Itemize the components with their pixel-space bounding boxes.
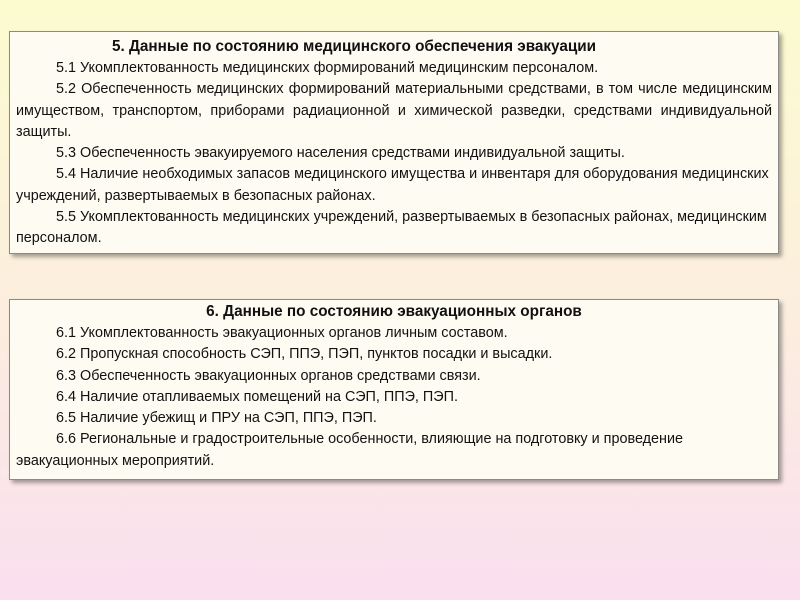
section-6-box (9, 299, 779, 480)
section-5-item-4: 5.4 Наличие необходимых запасов медицинского имущества и инвентаря для оборудования медицинских учреждений, развертываемых в безопасных районах. (16, 166, 769, 204)
section-6-title: 6. Данные по состоянию эвакуационных органов (206, 303, 582, 320)
section-6-item-1: 6.1 Укомплектованность эвакуационных органов личным составом. (56, 325, 508, 341)
section-5-item-3: 5.3 Обеспеченность эвакуируемого населения средствами индивидуальной защиты. (56, 145, 625, 162)
section-6-item-3: 6.3 Обеспеченность эвакуационных органов средствами связи. (56, 367, 481, 384)
section-6-item-2: 6.2 Пропускная способность СЭП, ППЭ, ПЭП, пунктов посадки и высадки. (56, 346, 553, 363)
section-6-item-4: 6.4 Наличие отапливаемых помещений на СЭП, ППЭ, ПЭП. (56, 388, 458, 405)
section-6-item-5: 6.5 Наличие убежищ и ПРУ на СЭП, ППЭ, ПЭП. (56, 410, 377, 427)
section-5-box (9, 31, 779, 254)
section-5-item-5: 5.5 Укомплектованность медицинских учреждений, развертываемых в безопасных районах, медицинским персоналом. (16, 209, 767, 247)
section-5-item-1: 5.1 Укомплектованность медицинских формирований медицинским персоналом. (56, 60, 599, 76)
section-6-item-6: 6.6 Региональные и градостроительные особенности, влияющие на подготовку и проведение эвакуационных мероприятий. (16, 431, 684, 469)
section-5-item-2: 5.2 Обеспеченность медицинских формирований материальными средствами, в том числе медицинским имуществом, транспортом, приборами радиационной и химической разведки, средствами индивидуальной защиты. (16, 81, 772, 140)
section-5-title: 5. Данные по состоянию медицинского обеспечения эвакуации (112, 38, 597, 55)
